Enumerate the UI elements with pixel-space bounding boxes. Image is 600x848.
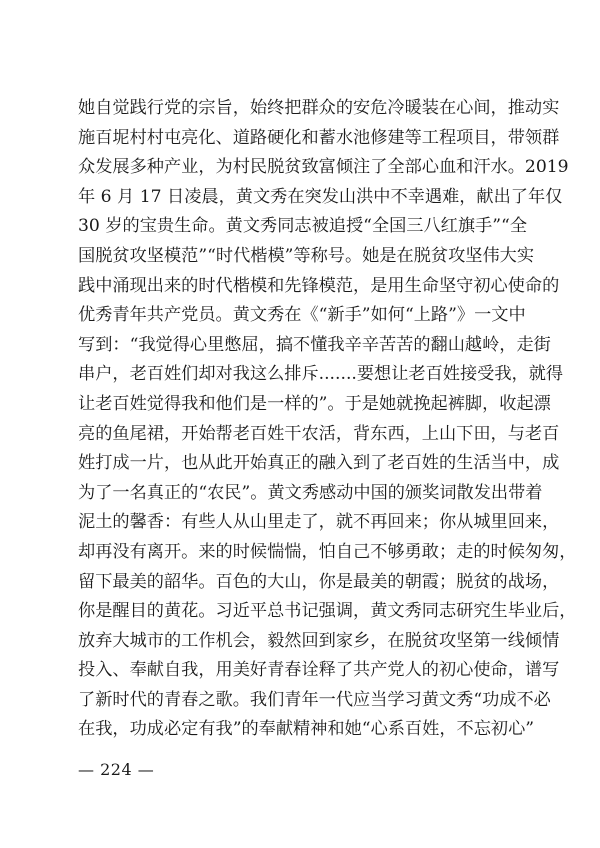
text-line: 放弃大城市的工作机会，毅然回到家乡，在脱贫攻坚第一线倾情 bbox=[78, 630, 560, 651]
text-line: 为了一名真正的“农民”。黄文秀感动中国的颁奖词散发出带着 bbox=[78, 482, 543, 503]
text-line: 她自觉践行党的宗旨，始终把群众的安危冷暖装在心间，推动实 bbox=[78, 98, 560, 118]
text-line: 30 岁的宝贵生命。黄文秀同志被追授“全国三八红旗手”“全 bbox=[78, 216, 528, 237]
page-number: — 224 — bbox=[78, 760, 155, 779]
text-line: 优秀青年共产党员。黄文秀在《“新手”如何“上路”》一文中 bbox=[78, 305, 526, 326]
text-line: 你是醒目的黄花。习近平总书记强调，黄文秀同志研究生毕业后， bbox=[78, 601, 577, 622]
text-line: 在我，功成必定有我”的奉献精神和她“心系百姓，不忘初心” bbox=[78, 719, 535, 740]
text-line: 年 6 月 17 日凌晨，黄文秀在突发山洪中不幸遇难，献出了年仅 bbox=[78, 186, 563, 207]
text-line: 践中涌现出来的时代楷模和先锋模范，是用生命坚守初心使命的 bbox=[78, 275, 560, 296]
text-line: 让老百姓觉得我和他们是一样的”。于是她就挽起裤脚，收起漂 bbox=[78, 393, 551, 414]
text-line: 国脱贫攻坚模范”“时代楷模”等称号。她是在脱贫攻坚伟大实 bbox=[78, 245, 535, 266]
text-line: 姓打成一片，也从此开始真正的融入到了老百姓的生活当中，成 bbox=[78, 453, 560, 474]
text-line: 泥土的馨香：有些人从山里走了，就不再回来；你从城里回来， bbox=[78, 512, 560, 533]
text-line: 众发展多种产业，为村民脱贫致富倾注了全部心血和汗水。2019 bbox=[78, 157, 569, 178]
text-line: 投入、奉献自我，用美好青春诠释了共产党人的初心使命，谱写 bbox=[78, 660, 560, 681]
text-line: 亮的鱼尾裙，开始帮老百姓干农活，背东西，上山下田，与老百 bbox=[78, 423, 560, 444]
text-line: 了新时代的青春之歌。我们青年一代应当学习黄文秀“功成不必 bbox=[78, 689, 551, 710]
text-line: 串户，老百姓们却对我这么排斥.......要想让老百姓接受我，就得 bbox=[78, 364, 564, 385]
text-line: 却再没有离开。来的时候惴惴，怕自己不够勇敢；走的时候匆匆， bbox=[78, 541, 577, 562]
text-line: 写到：“我觉得心里憋屈，搞不懂我辛辛苦苦的翻山越岭，走街 bbox=[78, 334, 551, 355]
body-text bbox=[78, 94, 577, 745]
text-line: 留下最美的韶华。百色的大山，你是最美的朝霞；脱贫的战场， bbox=[78, 571, 560, 592]
text-line: 施百坭村村屯亮化、道路硬化和蓄水池修建等工程项目，带领群 bbox=[78, 127, 560, 148]
